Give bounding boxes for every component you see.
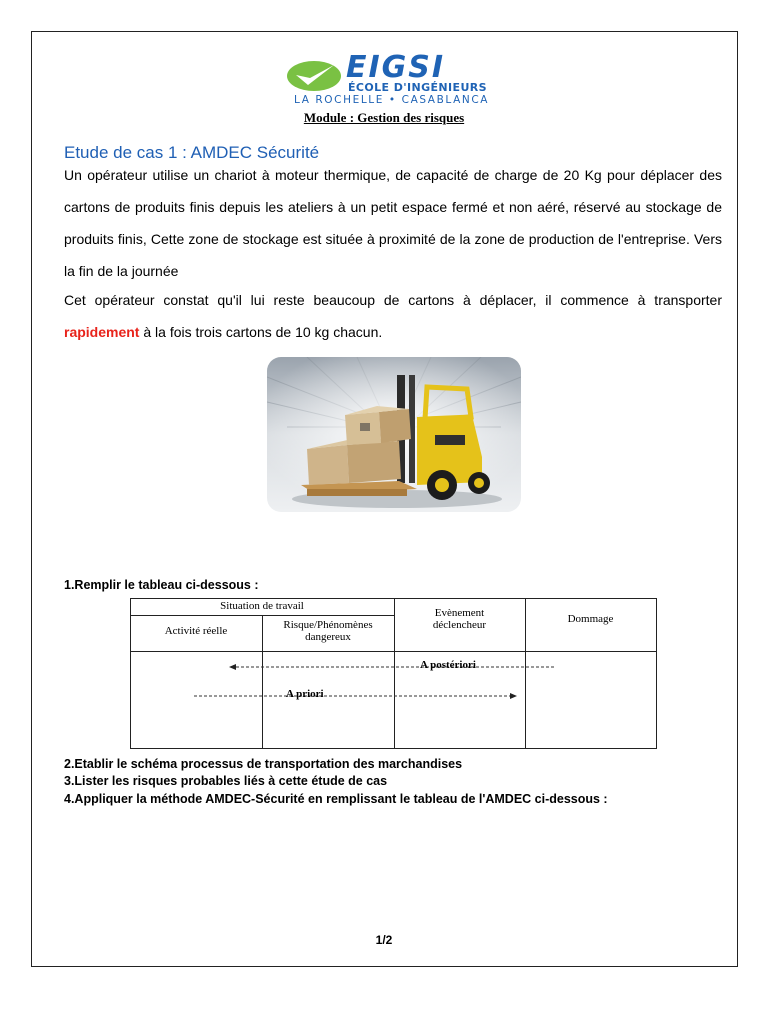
paragraph-2-highlight: rapidement <box>64 324 140 340</box>
table-header-damage: Dommage <box>567 613 614 625</box>
page-number: 1/2 <box>375 933 393 947</box>
table-header-event: Evènement déclencheur <box>432 607 487 631</box>
table-header-risk: Risque/Phénomènes dangereux <box>283 619 373 643</box>
table-group-header: Situation de travail <box>220 600 304 612</box>
arrow-label-a-posteriori: A postériori <box>420 659 476 671</box>
question-4: 4.Appliquer la méthode AMDEC-Sécurité en remplissant le tableau de l'AMDEC ci-dessous : <box>64 792 608 806</box>
question-3: 3.Lister les risques probables liés à cette étude de cas <box>64 774 388 788</box>
logo-emblem-icon <box>286 59 344 93</box>
paragraph-2-start: Cet opérateur constat qu'il lui reste beaucoup de cartons à déplacer, il commence à transporter <box>64 292 722 308</box>
forklift-illustration <box>267 357 521 512</box>
risk-analysis-table <box>130 598 657 749</box>
arrow-label-a-priori: A priori <box>286 688 324 700</box>
paragraph-2 <box>64 284 722 348</box>
logo-brand: EIGSI <box>346 50 446 85</box>
paragraph-2-end: à la fois trois cartons de 10 kg chacun. <box>139 324 383 340</box>
logo-line2: LA ROCHELLE • CASABLANCA <box>294 94 490 106</box>
table-header-activity: Activité réelle <box>164 625 228 637</box>
logo-line1: ÉCOLE D'INGÉNIEURS <box>348 81 487 94</box>
forklift-photo <box>267 357 521 512</box>
question-1: 1.Remplir le tableau ci-dessous : <box>64 578 259 592</box>
case-title: Etude de cas 1 : AMDEC Sécurité <box>64 143 320 162</box>
module-title: Module : Gestion des risques <box>303 110 465 125</box>
paragraph-1: Un opérateur utilise un chariot à moteur thermique, de capacité de charge de 20 Kg pour déplacer des cartons de produits finis depuis les ateliers à un petit espace fermé et non aéré, réservé au stockage de produits finis, Cette zone de stockage est située à proximité de la zone de production de l'entreprise. Vers la fin de la journée <box>64 167 722 279</box>
question-2: 2.Etablir le schéma processus de transportation des marchandises <box>64 757 463 771</box>
eigsi-logo <box>286 50 506 107</box>
